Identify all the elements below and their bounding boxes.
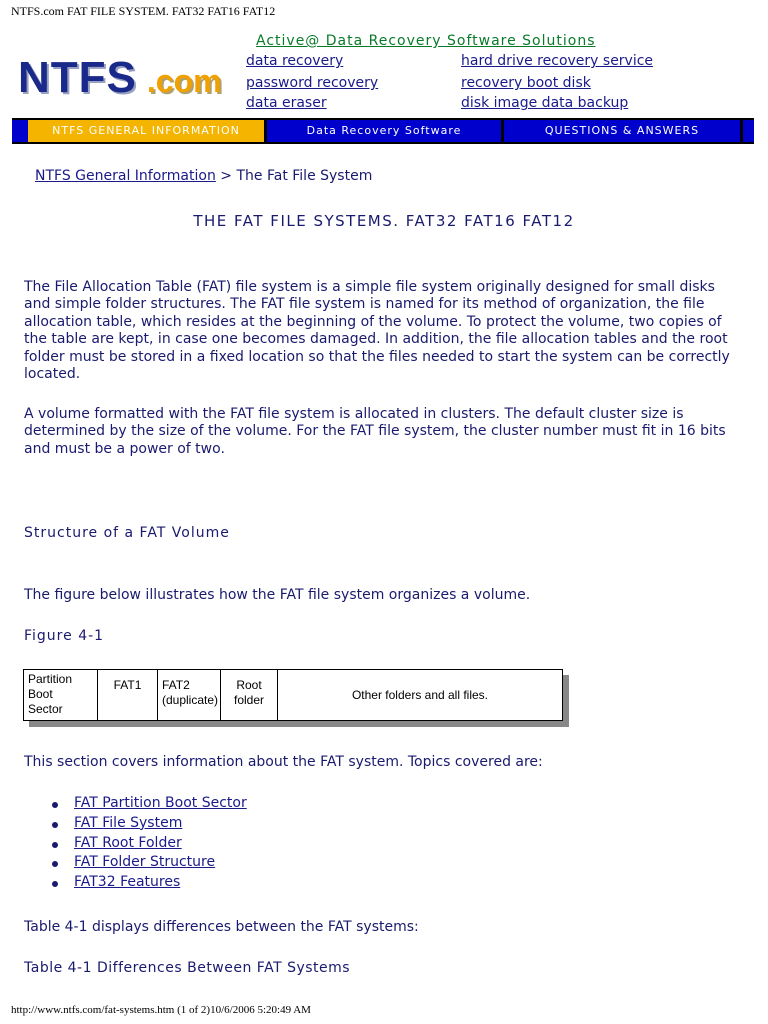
figure-cell-fat2	[158, 670, 221, 720]
logo-suffix: .com	[146, 63, 222, 99]
bullet-icon	[52, 822, 58, 828]
figure-cell-root-folder	[221, 670, 278, 720]
tab-questions-answers[interactable]: QUESTIONS & ANSWERS	[544, 124, 700, 137]
list-item	[48, 873, 247, 893]
figure-cell-fat1	[98, 670, 158, 720]
link-data-recovery[interactable]: data recovery	[246, 53, 344, 69]
figure-label: Figure 4-1	[24, 628, 105, 644]
topic-link-fat-root-folder[interactable]: FAT Root Folder	[74, 834, 182, 851]
ntfs-logo[interactable]	[18, 52, 222, 104]
figure-cell-line: folder	[233, 693, 265, 707]
tab-ntfs-general-info[interactable]: NTFS GENERAL INFORMATION	[28, 120, 264, 142]
topics-list	[48, 794, 247, 893]
figure-cell-line: FAT1	[113, 678, 142, 692]
link-recovery-boot-disk[interactable]: recovery boot disk	[461, 75, 591, 91]
list-item	[48, 814, 247, 834]
bullet-icon	[52, 842, 58, 848]
list-item	[48, 834, 247, 854]
intro-paragraph: The File Allocation Table (FAT) file system is a simple file system originally designed for small disks and simple folder structures. The FAT file system is named for its method of organization, the file allocation table, which resides at the beginning of the volume. To protect the volume, two copies of the table are kept, in case one becomes damaged. In addition, the file allocation tables and the root folder must be stored in a fixed location so that the files needed to start the system can be correctly located.	[24, 279, 730, 383]
breadcrumb-separator: >	[220, 168, 233, 184]
figure-cell-line: Partition	[28, 672, 73, 686]
structure-heading: Structure of a FAT Volume	[24, 525, 230, 541]
print-footer: http://www.ntfs.com/fat-systems.htm (1 of 2)10/6/2006 5:20:49 AM	[11, 1004, 311, 1016]
solutions-link[interactable]: Active@ Data Recovery Software Solutions	[256, 33, 596, 49]
figure-cell-line: FAT2	[162, 678, 190, 692]
topic-link-fat-folder-structure[interactable]: FAT Folder Structure	[74, 854, 216, 871]
breadcrumb-current: The Fat File System	[236, 168, 373, 184]
figure-cell-line: (duplicate)	[162, 693, 219, 707]
figure-cell-line: Boot	[28, 687, 53, 701]
bullet-icon	[52, 881, 58, 887]
breadcrumb-link-ntfs-general[interactable]: NTFS General Information	[35, 168, 216, 184]
link-password-recovery[interactable]: password recovery	[246, 75, 379, 91]
bullet-icon	[52, 802, 58, 808]
main-nav	[12, 118, 754, 144]
page-title: THE FAT FILE SYSTEMS. FAT32 FAT16 FAT12	[193, 212, 575, 230]
cluster-paragraph: A volume formatted with the FAT file system is allocated in clusters. The default cluster size is determined by the size of the volume. For the FAT file system, the cluster number must fit in 16 bits and must be a power of two.	[24, 406, 726, 457]
figure-cell-line: Sector	[28, 702, 63, 716]
list-item	[48, 794, 247, 814]
list-item	[48, 853, 247, 873]
logo-text: NTFS	[18, 53, 137, 102]
section-intro: This section covers information about the FAT system. Topics covered are:	[24, 754, 543, 770]
topic-link-fat-file-system[interactable]: FAT File System	[74, 814, 183, 831]
figure-cell-boot-sector	[24, 670, 98, 720]
figure-intro: The figure below illustrates how the FAT file system organizes a volume.	[24, 587, 531, 603]
figure-cell-other-files	[278, 670, 562, 720]
table-intro: Table 4-1 displays differences between the FAT systems:	[24, 919, 419, 935]
fat-volume-figure	[23, 669, 563, 721]
link-data-eraser[interactable]: data eraser	[246, 95, 327, 111]
topic-link-partition-boot-sector[interactable]: FAT Partition Boot Sector	[74, 795, 247, 811]
print-header: NTFS.com FAT FILE SYSTEM. FAT32 FAT16 FAT12	[11, 4, 276, 18]
breadcrumb	[35, 168, 372, 184]
figure-cell-line: Other folders and all files.	[351, 687, 489, 702]
figure-cell-line: Root	[236, 678, 262, 692]
bullet-icon	[52, 861, 58, 867]
tab-data-recovery-software[interactable]: Data Recovery Software	[306, 124, 462, 137]
link-hard-drive-recovery[interactable]: hard drive recovery service	[461, 53, 654, 69]
topic-link-fat32-features[interactable]: FAT32 Features	[74, 874, 181, 891]
nav-divider	[740, 120, 743, 142]
link-disk-image-backup[interactable]: disk image data backup	[461, 95, 629, 111]
table-caption: Table 4-1 Differences Between FAT Systems	[24, 960, 351, 976]
